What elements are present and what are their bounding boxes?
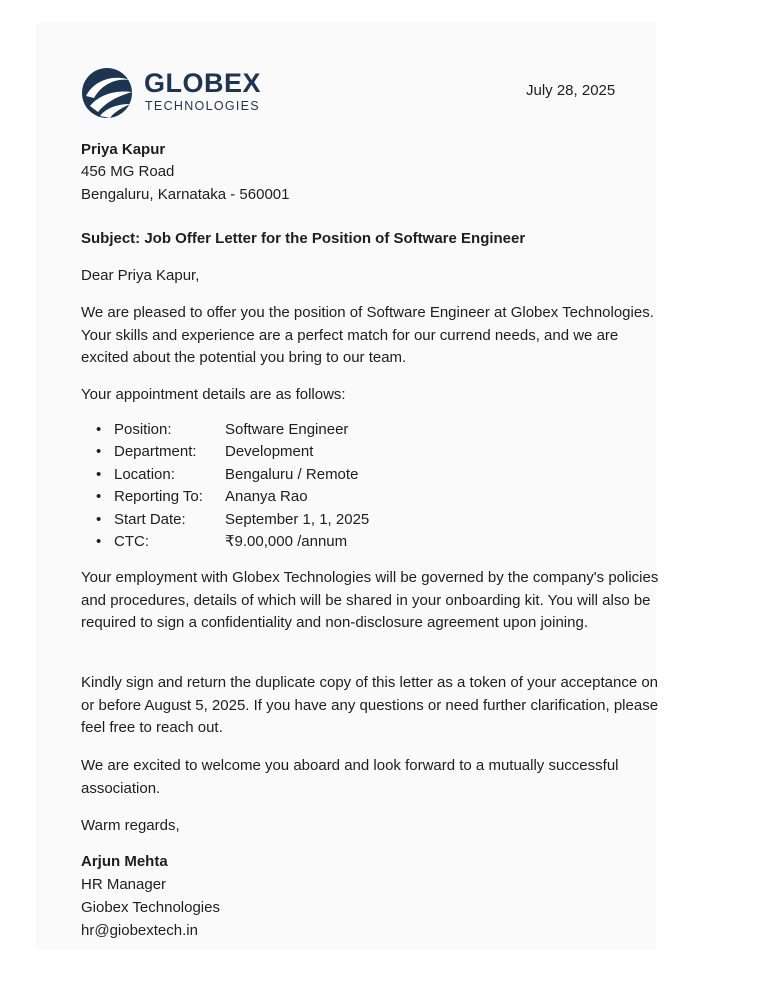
- bullet: •: [96, 443, 102, 461]
- signatory-title: HR Manager: [81, 876, 167, 893]
- detail-label: Location:: [114, 465, 175, 483]
- detail-value: September 1, 1, 2025: [225, 510, 370, 528]
- welcome-paragraph: We are excited to welcome you aboard and look forward to a mutually successful association.: [81, 757, 619, 797]
- policy-paragraph: Your employment with Globex Technologies will be governed by the company's policies and procedures, details of which will be shared in your onboarding kit. You will also be required to sign a confidentiality and non-disclosure agreement upon joining.: [81, 569, 659, 631]
- detail-value: ₹9.00,000 /annum: [225, 532, 348, 550]
- detail-value: Ananya Rao: [225, 488, 308, 506]
- globe-swoosh-icon: [80, 66, 136, 120]
- detail-label: Start Date:: [114, 510, 186, 528]
- recipient-name: Priya Kapur: [81, 141, 166, 158]
- bullet: •: [96, 421, 102, 438]
- detail-value: Bengaluru / Remote: [225, 465, 359, 483]
- details-intro: Your appointment details are as follows:: [81, 386, 346, 403]
- detail-label: Department:: [114, 443, 197, 461]
- bullet: •: [96, 510, 102, 528]
- company-division: TECHNOLOGIES: [145, 99, 260, 113]
- detail-label: CTC:: [114, 532, 149, 550]
- bullet: •: [96, 465, 102, 483]
- detail-label: Reporting To:: [114, 488, 203, 506]
- recipient-address-line2: Bengaluru, Karnataka - 560001: [81, 186, 290, 203]
- detail-value: Software Engineer: [225, 421, 349, 438]
- acceptance-paragraph: Kindly sign and return the duplicate copy of this letter as a token of your acceptance on or before August 5, 2025. If you have any questions or need further clarification, please feel free to reach out.: [81, 674, 659, 736]
- signatory-name: Arjun Mehta: [81, 853, 168, 870]
- company-logo: [80, 66, 270, 120]
- bullet: •: [96, 532, 102, 550]
- signatory-company: Giobex Technologies: [81, 899, 220, 916]
- detail-value: Development: [225, 443, 314, 461]
- signatory-email: hr@giobextech.in: [81, 922, 198, 939]
- letter-date: July 28, 2025: [526, 82, 616, 99]
- subject-line: Subject: Job Offer Letter for the Position of Software Engineer: [81, 230, 526, 247]
- bullet: •: [96, 488, 102, 506]
- recipient-address-line1: 456 MG Road: [81, 163, 175, 180]
- company-name: GLOBEX: [144, 68, 262, 98]
- intro-paragraph: We are pleased to offer you the position of Software Engineer at Globex Technologies. Your skills and experience are a perfect match for our currend needs, and we are excited about the potential you bring to our team.: [81, 304, 654, 366]
- detail-label: Position:: [114, 421, 172, 438]
- closing: Warm regards,: [81, 817, 180, 834]
- salutation: Dear Priya Kapur,: [81, 267, 200, 284]
